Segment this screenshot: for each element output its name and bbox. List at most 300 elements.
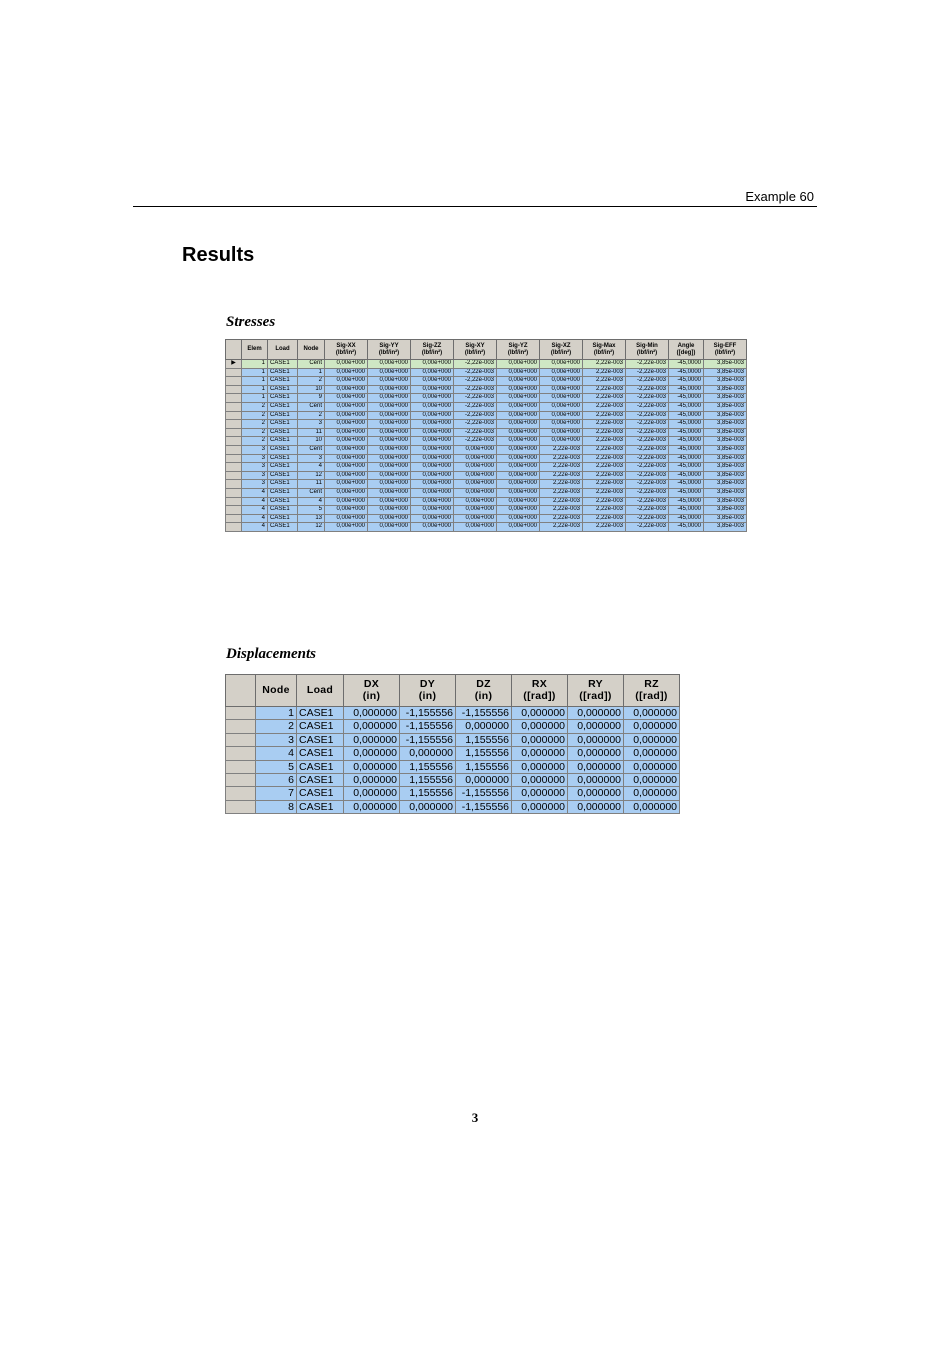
table-row[interactable] [226,411,747,420]
table-cell[interactable]: 0,000000 [512,747,568,760]
table-cell[interactable]: 0,00e+000 [368,394,411,403]
table-cell[interactable]: 2,22e-003 [540,480,583,489]
table-cell[interactable]: 9 [298,394,325,403]
table-cell[interactable]: -2,22e-003 [626,394,669,403]
column-header[interactable] [669,340,704,360]
table-cell[interactable]: 2,22e-003 [540,471,583,480]
table-cell[interactable]: 0,000000 [344,747,400,760]
table-cell[interactable]: 2 [242,402,268,411]
table-cell[interactable]: 0,00e+000 [325,488,368,497]
table-cell[interactable]: -2,22e-003 [626,523,669,532]
table-cell[interactable]: -2,22e-003 [454,394,497,403]
table-cell[interactable]: 0,00e+000 [411,420,454,429]
table-cell[interactable]: 12 [298,471,325,480]
table-cell[interactable]: 5 [256,760,297,773]
table-cell[interactable]: 10 [298,385,325,394]
table-cell[interactable]: CASE1 [268,428,298,437]
table-cell[interactable]: -2,22e-003 [454,411,497,420]
table-cell[interactable]: 0,00e+000 [411,368,454,377]
table-cell[interactable]: 2 [242,437,268,446]
table-cell[interactable]: 3,85e-003 [704,377,747,386]
table-cell[interactable]: -45,0000 [669,514,704,523]
table-cell[interactable]: -2,22e-003 [626,385,669,394]
table-cell[interactable]: CASE1 [297,707,344,720]
column-header[interactable] [298,340,325,360]
table-cell[interactable]: 3 [298,420,325,429]
table-cell[interactable]: 0,00e+000 [540,368,583,377]
table-cell[interactable]: 1 [256,707,297,720]
table-cell[interactable]: -2,22e-003 [626,428,669,437]
table-cell[interactable]: 3 [242,463,268,472]
table-cell[interactable]: -1,155556 [456,800,512,813]
table-cell[interactable]: 2,22e-003 [540,445,583,454]
table-cell[interactable]: 0,00e+000 [411,402,454,411]
table-cell[interactable]: 2,22e-003 [583,428,626,437]
table-cell[interactable]: 2,22e-003 [583,360,626,369]
column-header[interactable] [540,340,583,360]
table-cell[interactable]: CASE1 [268,480,298,489]
row-selector-header[interactable] [226,675,256,707]
table-cell[interactable]: 4 [298,463,325,472]
table-cell[interactable]: 3,85e-003 [704,368,747,377]
column-header[interactable] [411,340,454,360]
table-row[interactable] [226,463,747,472]
table-cell[interactable]: 0,000000 [344,733,400,746]
table-cell[interactable]: CASE1 [268,402,298,411]
row-selector[interactable] [226,377,242,386]
table-cell[interactable]: 11 [298,480,325,489]
table-row[interactable] [226,787,680,800]
table-cell[interactable]: -1,155556 [456,787,512,800]
table-cell[interactable]: 0,00e+000 [497,368,540,377]
row-selector[interactable] [226,733,256,746]
table-cell[interactable]: 3 [242,471,268,480]
row-selector[interactable] [226,471,242,480]
table-cell[interactable]: 0,00e+000 [454,480,497,489]
table-cell[interactable]: -45,0000 [669,506,704,515]
table-cell[interactable]: 3,85e-003 [704,420,747,429]
table-cell[interactable]: 0,000000 [624,707,680,720]
table-cell[interactable]: 3 [242,445,268,454]
table-cell[interactable]: 0,00e+000 [325,523,368,532]
table-cell[interactable]: -2,22e-003 [454,437,497,446]
table-cell[interactable]: 1 [242,360,268,369]
table-cell[interactable]: -2,22e-003 [454,428,497,437]
table-cell[interactable]: 11 [298,428,325,437]
table-cell[interactable]: -45,0000 [669,360,704,369]
table-cell[interactable]: 1,155556 [456,747,512,760]
table-cell[interactable]: 0,00e+000 [325,368,368,377]
table-cell[interactable]: 0,00e+000 [497,428,540,437]
table-cell[interactable]: 0,000000 [344,760,400,773]
table-row[interactable] [226,514,747,523]
table-cell[interactable]: 0,00e+000 [368,377,411,386]
row-selector[interactable] [226,420,242,429]
table-cell[interactable]: 0,00e+000 [368,497,411,506]
table-cell[interactable]: 0,000000 [456,774,512,787]
column-header[interactable] [624,675,680,707]
table-cell[interactable]: -2,22e-003 [454,385,497,394]
table-row[interactable] [226,497,747,506]
table-cell[interactable]: -1,155556 [400,733,456,746]
table-cell[interactable]: 2,22e-003 [583,506,626,515]
table-cell[interactable]: -2,22e-003 [626,471,669,480]
table-cell[interactable]: 3,85e-003 [704,506,747,515]
table-cell[interactable]: 0,000000 [344,707,400,720]
table-cell[interactable]: 3 [242,454,268,463]
table-row[interactable] [226,402,747,411]
table-cell[interactable]: CASE1 [268,394,298,403]
table-cell[interactable]: -2,22e-003 [626,437,669,446]
table-cell[interactable]: 1,155556 [456,760,512,773]
table-cell[interactable]: 0,00e+000 [368,471,411,480]
table-cell[interactable]: 0,00e+000 [454,454,497,463]
table-cell[interactable]: CASE1 [297,733,344,746]
table-cell[interactable]: 0,00e+000 [368,385,411,394]
table-cell[interactable]: -1,155556 [456,707,512,720]
table-cell[interactable]: 3,85e-003 [704,480,747,489]
table-cell[interactable]: -45,0000 [669,411,704,420]
table-cell[interactable]: 0,00e+000 [411,411,454,420]
table-cell[interactable]: 2,22e-003 [583,488,626,497]
table-cell[interactable]: 0,000000 [624,720,680,733]
table-cell[interactable]: -2,22e-003 [626,454,669,463]
table-cell[interactable]: 0,00e+000 [368,428,411,437]
row-selector[interactable] [226,747,256,760]
table-cell[interactable]: CASE1 [268,497,298,506]
table-cell[interactable]: 0,00e+000 [497,480,540,489]
table-row[interactable] [226,506,747,515]
table-cell[interactable]: 0,000000 [512,787,568,800]
table-cell[interactable]: 0,00e+000 [325,360,368,369]
table-cell[interactable]: CASE1 [268,471,298,480]
row-selector[interactable] [226,707,256,720]
table-cell[interactable]: 6 [256,774,297,787]
table-cell[interactable]: 2,22e-003 [583,445,626,454]
column-header[interactable] [344,675,400,707]
table-cell[interactable]: CASE1 [268,411,298,420]
table-cell[interactable]: 3 [256,733,297,746]
table-cell[interactable]: 2 [242,420,268,429]
table-cell[interactable]: 0,00e+000 [454,471,497,480]
table-cell[interactable]: 2,22e-003 [583,523,626,532]
table-cell[interactable]: 0,00e+000 [325,437,368,446]
table-cell[interactable]: 0,00e+000 [411,437,454,446]
table-cell[interactable]: -2,22e-003 [626,463,669,472]
table-cell[interactable]: 2 [242,428,268,437]
table-cell[interactable]: 0,00e+000 [325,497,368,506]
table-cell[interactable]: 0,000000 [624,733,680,746]
table-cell[interactable]: -2,22e-003 [626,488,669,497]
table-cell[interactable]: 0,000000 [568,733,624,746]
table-cell[interactable]: 1,155556 [400,787,456,800]
table-cell[interactable]: 0,00e+000 [497,514,540,523]
table-cell[interactable]: 0,000000 [344,720,400,733]
table-cell[interactable]: 0,00e+000 [325,377,368,386]
table-row[interactable] [226,733,680,746]
table-cell[interactable]: -45,0000 [669,454,704,463]
table-cell[interactable]: 0,00e+000 [540,377,583,386]
table-cell[interactable]: CASE1 [297,787,344,800]
table-cell[interactable]: 0,000000 [512,760,568,773]
table-cell[interactable]: CASE1 [268,454,298,463]
table-cell[interactable]: 0,00e+000 [325,480,368,489]
table-cell[interactable]: -2,22e-003 [454,368,497,377]
table-cell[interactable]: 4 [242,514,268,523]
row-selector[interactable] [226,720,256,733]
table-cell[interactable]: 0,000000 [624,760,680,773]
table-row[interactable] [226,428,747,437]
table-cell[interactable]: 3,85e-003 [704,463,747,472]
table-cell[interactable]: Cent [298,445,325,454]
table-row[interactable] [226,480,747,489]
table-cell[interactable]: 0,00e+000 [540,420,583,429]
table-cell[interactable]: 0,00e+000 [497,471,540,480]
column-header[interactable] [704,340,747,360]
table-cell[interactable]: 4 [256,747,297,760]
table-cell[interactable]: 2,22e-003 [540,514,583,523]
table-cell[interactable]: 0,00e+000 [454,463,497,472]
row-selector[interactable] [226,411,242,420]
table-cell[interactable]: 7 [256,787,297,800]
table-cell[interactable]: 2,22e-003 [583,377,626,386]
column-header[interactable] [497,340,540,360]
table-cell[interactable]: 0,00e+000 [497,377,540,386]
table-cell[interactable]: 0,00e+000 [497,445,540,454]
table-cell[interactable]: 2 [242,411,268,420]
table-cell[interactable]: 0,00e+000 [497,394,540,403]
table-cell[interactable]: 12 [298,523,325,532]
table-cell[interactable]: -45,0000 [669,377,704,386]
table-cell[interactable]: 0,00e+000 [497,463,540,472]
table-cell[interactable]: 3,85e-003 [704,523,747,532]
table-cell[interactable]: 1,155556 [400,760,456,773]
table-row[interactable] [226,377,747,386]
table-cell[interactable]: 2 [256,720,297,733]
table-cell[interactable]: -2,22e-003 [454,377,497,386]
table-cell[interactable]: 0,00e+000 [411,463,454,472]
table-cell[interactable]: -2,22e-003 [454,402,497,411]
table-cell[interactable]: 0,00e+000 [368,523,411,532]
row-selector[interactable] [226,514,242,523]
row-selector[interactable] [226,463,242,472]
table-cell[interactable]: 2 [298,377,325,386]
table-row[interactable] [226,360,747,369]
row-selector[interactable] [226,488,242,497]
table-cell[interactable]: 5 [298,506,325,515]
table-cell[interactable]: 0,00e+000 [411,360,454,369]
table-cell[interactable]: -2,22e-003 [626,360,669,369]
table-cell[interactable]: 0,00e+000 [411,514,454,523]
table-cell[interactable]: 0,00e+000 [368,402,411,411]
column-header[interactable] [454,340,497,360]
table-cell[interactable]: 0,00e+000 [540,385,583,394]
table-cell[interactable]: -2,22e-003 [626,368,669,377]
table-row[interactable] [226,385,747,394]
column-header[interactable] [368,340,411,360]
table-cell[interactable]: -1,155556 [400,720,456,733]
table-cell[interactable]: 0,00e+000 [325,514,368,523]
table-cell[interactable]: -45,0000 [669,394,704,403]
table-cell[interactable]: 3,85e-003 [704,488,747,497]
table-row[interactable] [226,523,747,532]
table-cell[interactable]: 1 [298,368,325,377]
table-cell[interactable]: 2,22e-003 [583,514,626,523]
table-cell[interactable]: 0,00e+000 [497,437,540,446]
table-cell[interactable]: 0,000000 [624,774,680,787]
table-cell[interactable]: 8 [256,800,297,813]
table-cell[interactable]: 0,000000 [512,707,568,720]
table-cell[interactable]: -2,22e-003 [626,506,669,515]
row-selector-header[interactable] [226,340,242,360]
table-cell[interactable]: 3 [242,480,268,489]
table-cell[interactable]: 2,22e-003 [540,463,583,472]
table-cell[interactable]: -45,0000 [669,497,704,506]
table-row[interactable] [226,445,747,454]
table-cell[interactable]: 1 [242,385,268,394]
table-cell[interactable]: -45,0000 [669,463,704,472]
table-cell[interactable]: CASE1 [268,463,298,472]
table-cell[interactable]: -45,0000 [669,368,704,377]
table-cell[interactable]: 2,22e-003 [583,437,626,446]
table-cell[interactable]: 0,00e+000 [411,506,454,515]
row-selector[interactable] [226,787,256,800]
table-cell[interactable]: 3,85e-003 [704,428,747,437]
table-cell[interactable]: -45,0000 [669,385,704,394]
table-cell[interactable]: 0,00e+000 [497,454,540,463]
table-cell[interactable]: 0,000000 [512,733,568,746]
table-cell[interactable]: 2,22e-003 [583,402,626,411]
table-cell[interactable]: 0,000000 [568,774,624,787]
table-cell[interactable]: -45,0000 [669,420,704,429]
table-cell[interactable]: 2,22e-003 [583,394,626,403]
row-selector[interactable] [226,428,242,437]
table-cell[interactable]: 0,00e+000 [454,497,497,506]
row-selector[interactable] [226,774,256,787]
table-cell[interactable]: 3,85e-003 [704,471,747,480]
row-selector[interactable] [226,437,242,446]
table-row[interactable] [226,437,747,446]
table-cell[interactable]: 0,00e+000 [368,411,411,420]
table-cell[interactable]: 0,00e+000 [368,488,411,497]
table-row[interactable] [226,707,680,720]
table-cell[interactable]: CASE1 [268,506,298,515]
table-cell[interactable]: 0,000000 [624,747,680,760]
table-cell[interactable]: 0,00e+000 [411,385,454,394]
table-cell[interactable]: 0,00e+000 [325,506,368,515]
table-cell[interactable]: 3,85e-003 [704,514,747,523]
table-cell[interactable]: 0,000000 [400,800,456,813]
table-cell[interactable]: 1,155556 [400,774,456,787]
table-cell[interactable]: 0,00e+000 [497,506,540,515]
table-cell[interactable]: 2,22e-003 [540,523,583,532]
table-cell[interactable]: 0,00e+000 [497,488,540,497]
table-cell[interactable]: CASE1 [297,760,344,773]
table-cell[interactable]: 0,00e+000 [454,523,497,532]
table-cell[interactable]: 0,00e+000 [411,523,454,532]
table-cell[interactable]: 0,00e+000 [325,471,368,480]
table-cell[interactable]: -2,22e-003 [626,402,669,411]
table-cell[interactable]: 3 [298,454,325,463]
table-cell[interactable]: -2,22e-003 [626,514,669,523]
table-cell[interactable]: 0,00e+000 [325,454,368,463]
table-row[interactable] [226,760,680,773]
row-selector[interactable] [226,480,242,489]
table-cell[interactable]: 0,00e+000 [540,394,583,403]
table-cell[interactable]: CASE1 [268,360,298,369]
table-cell[interactable]: 0,00e+000 [497,402,540,411]
table-cell[interactable]: Cent [298,360,325,369]
table-cell[interactable]: -45,0000 [669,428,704,437]
table-cell[interactable]: 0,000000 [568,720,624,733]
table-cell[interactable]: CASE1 [268,437,298,446]
table-cell[interactable]: CASE1 [268,523,298,532]
table-row[interactable] [226,454,747,463]
table-cell[interactable]: 2,22e-003 [540,454,583,463]
table-cell[interactable]: 0,000000 [512,800,568,813]
table-cell[interactable]: -45,0000 [669,402,704,411]
table-cell[interactable]: 0,00e+000 [540,428,583,437]
table-cell[interactable]: 0,00e+000 [497,411,540,420]
table-cell[interactable]: CASE1 [297,800,344,813]
table-cell[interactable]: 0,00e+000 [497,523,540,532]
row-selector[interactable] [226,385,242,394]
table-cell[interactable]: CASE1 [268,377,298,386]
table-cell[interactable]: 2,22e-003 [583,411,626,420]
table-cell[interactable]: 0,000000 [568,707,624,720]
table-cell[interactable]: 0,00e+000 [368,445,411,454]
table-cell[interactable]: 0,00e+000 [325,394,368,403]
table-cell[interactable]: -45,0000 [669,488,704,497]
table-cell[interactable]: 2 [298,411,325,420]
row-selector[interactable] [226,360,242,369]
table-cell[interactable]: 0,00e+000 [411,471,454,480]
table-cell[interactable]: 0,00e+000 [325,428,368,437]
table-row[interactable] [226,800,680,813]
table-cell[interactable]: 0,000000 [344,774,400,787]
table-cell[interactable]: CASE1 [297,720,344,733]
table-cell[interactable]: -45,0000 [669,445,704,454]
row-selector[interactable] [226,445,242,454]
column-header[interactable] [568,675,624,707]
table-cell[interactable]: 4 [298,497,325,506]
table-cell[interactable]: CASE1 [268,368,298,377]
table-cell[interactable]: 0,00e+000 [497,360,540,369]
table-cell[interactable]: -2,22e-003 [626,420,669,429]
table-cell[interactable]: CASE1 [268,445,298,454]
table-cell[interactable]: 0,00e+000 [368,454,411,463]
table-cell[interactable]: 0,000000 [344,800,400,813]
table-cell[interactable]: CASE1 [268,420,298,429]
row-selector[interactable] [226,506,242,515]
table-cell[interactable]: 2,22e-003 [583,497,626,506]
table-cell[interactable]: 3,85e-003 [704,445,747,454]
row-selector[interactable] [226,800,256,813]
table-cell[interactable]: CASE1 [268,514,298,523]
table-cell[interactable]: 3,85e-003 [704,411,747,420]
table-cell[interactable]: 0,000000 [568,760,624,773]
table-cell[interactable]: 2,22e-003 [583,480,626,489]
table-row[interactable] [226,394,747,403]
table-cell[interactable]: 0,00e+000 [454,506,497,515]
column-header[interactable] [325,340,368,360]
table-cell[interactable]: 0,00e+000 [540,402,583,411]
table-cell[interactable]: 0,00e+000 [497,497,540,506]
table-cell[interactable]: 0,00e+000 [325,445,368,454]
table-cell[interactable]: 0,00e+000 [411,394,454,403]
table-cell[interactable]: 0,00e+000 [325,411,368,420]
table-cell[interactable]: 1 [242,394,268,403]
